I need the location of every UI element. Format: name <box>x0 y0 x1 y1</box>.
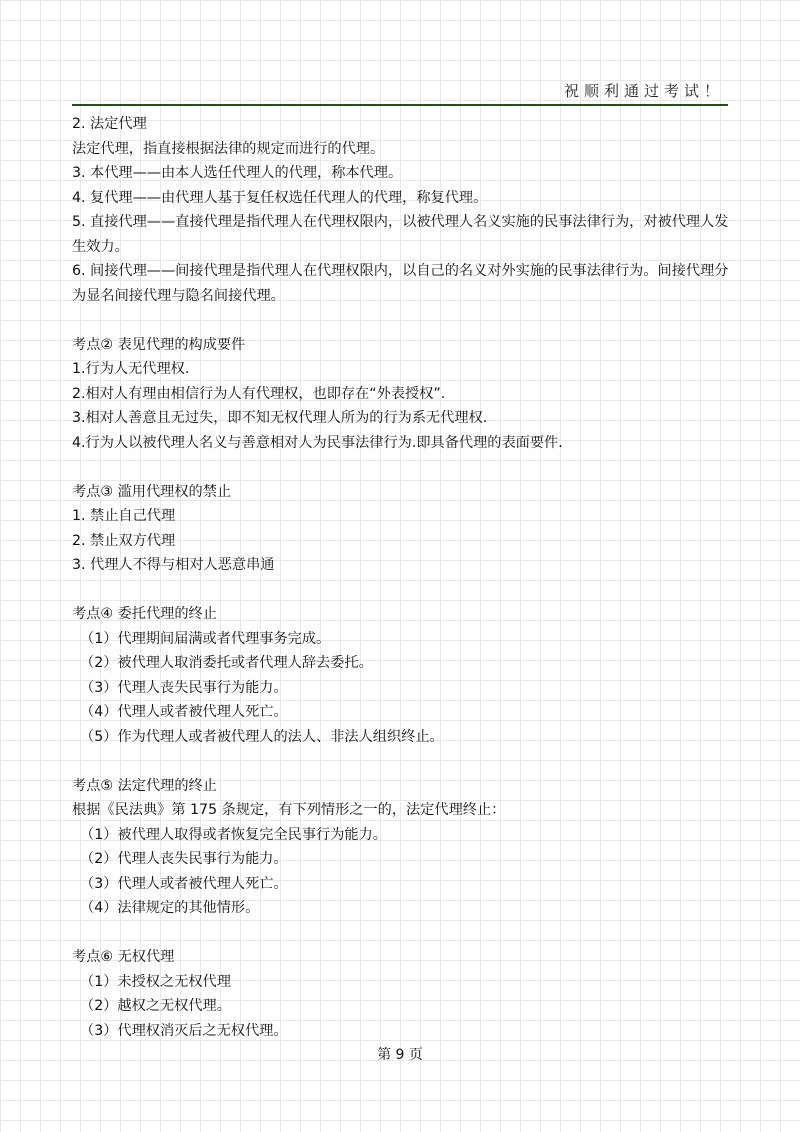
list-item: （1）代理期间届满或者代理事务完成。 <box>80 630 331 647</box>
page-content <box>72 112 732 1043</box>
list-item: （4）法律规定的其他情形。 <box>80 900 260 916</box>
page-number: 第 9 页 <box>377 1047 423 1063</box>
text-line: 3. 本代理——由本人选任代理人的代理，称本代理。 <box>72 165 403 181</box>
list-item: （2）被代理人取消委托或者代理人辞去委托。 <box>80 655 373 671</box>
list-item: （3）代理人或者被代理人死亡。 <box>80 875 288 892</box>
paragraph-direct-agency: 5. 直接代理——直接代理是指代理人在代理权限内，以被代理人名义实施的民事法律行为，对被代理人发生效力。 <box>72 214 729 255</box>
list-item: （1）未授权之无权代理 <box>80 973 231 990</box>
section-heading: 考点② 表见代理的构成要件 <box>72 336 246 353</box>
text-line: 2. 法定代理 <box>72 116 147 132</box>
list-item: 1. 禁止自己代理 <box>72 508 176 524</box>
list-item: （2）代理人丧失民事行为能力。 <box>80 851 288 867</box>
list-item: （4）代理人或者被代理人死亡。 <box>80 704 288 720</box>
list-item: （5）作为代理人或者被代理人的法人、非法人组织终止。 <box>80 728 444 745</box>
section-heading: 考点⑤ 法定代理的终止 <box>72 777 217 794</box>
paragraph-indirect-agency: 6. 间接代理——间接代理是指代理人在代理权限内，以自己的名义对外实施的民事法律行为。间接代理分为显名间接代理与隐名间接代理。 <box>72 263 729 304</box>
text-line: 法定代理，指直接根据法律的规定而进行的代理。 <box>72 140 385 157</box>
header-divider <box>72 104 728 106</box>
section-heading: 考点⑥ 无权代理 <box>72 949 175 965</box>
list-item: （3）代理人丧失民事行为能力。 <box>80 679 288 696</box>
list-item: （2）越权之无权代理。 <box>80 998 231 1014</box>
list-item: 1.行为人无代理权. <box>72 361 190 377</box>
list-item: 3. 代理人不得与相对人恶意串通 <box>72 557 275 573</box>
list-item: 2.相对人有理由相信行为人有代理权，也即存在“外表授权”. <box>72 385 446 402</box>
header-motto: 祝顺利通过考试！ <box>563 82 724 100</box>
list-item: 4.行为人以被代理人名义与善意相对人为民事法律行为.即具备代理的表面要件. <box>72 434 563 451</box>
section-heading: 考点④ 委托代理的终止 <box>72 606 217 622</box>
list-item: （3）代理权消灭后之无权代理。 <box>80 1022 288 1039</box>
section-heading: 考点③ 滥用代理权的禁止 <box>72 483 232 500</box>
list-item: 3.相对人善意且无过失，即不知无权代理人所为的行为系无代理权. <box>72 410 488 426</box>
list-item: （1）被代理人取得或者恢复完全民事行为能力。 <box>80 826 387 843</box>
agency-types-section <box>72 112 732 308</box>
section-intro: 根据《民法典》第 175 条规定，有下列情形之一的，法定代理终止： <box>72 802 506 818</box>
text-line: 4. 复代理——由代理人基于复任权选任代理人的代理，称复代理。 <box>72 189 488 206</box>
list-item: 2. 禁止双方代理 <box>72 532 176 549</box>
